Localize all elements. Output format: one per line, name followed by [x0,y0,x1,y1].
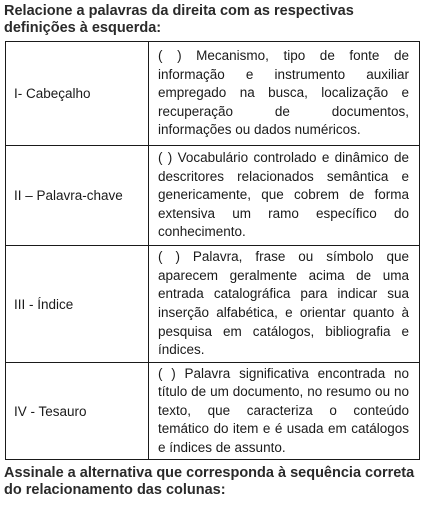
term-cell: II – Palavra-chave [6,146,149,246]
definition-cell [149,363,420,460]
table-row [6,146,420,246]
matching-table [5,41,420,460]
term-cell: I- Cabeçalho [6,42,149,146]
term-cell: III - Índice [6,246,149,363]
table-row [6,246,420,363]
definition-text: ( ) Palavra significativa encontrada no título de um documento, no resumo ou no texto, que caracteriza o conteúdo temático do item e é usada em catálogos e índices de assunto. [158,365,409,455]
definition-cell [149,42,420,146]
definition-text: ( ) Mecanismo, tipo de fonte de informação e instrumento auxiliar empregado na busca, localização e recuperação de documentos, informações ou dados numéricos. [158,48,409,138]
definition-text: ( ) Palavra, frase ou símbolo que aparecem geralmente acima de uma entrada catalográfica para indicar sua inserção alfabética, e orientar quanto à pesquisa em catálogos, bibliografia e índices. [158,249,409,358]
instruction-prompt: Assinale a alternativa que corresponda à sequência correta do relacionamento das colunas: [4,465,415,498]
definition-cell [149,146,420,246]
definition-cell [149,246,420,363]
term-cell: IV - Tesauro [6,363,149,460]
instruction-heading: Relacione a palavras da direita com as respectivas definições à esquerda: [4,3,354,36]
definition-text: ( ) Vocabulário controlado e dinâmico de descritores relacionados semântica e genericamente, que cobrem de forma extensiva um ramo específico do conhecimento. [158,150,409,240]
table-row [6,42,420,146]
table-row [6,363,420,460]
